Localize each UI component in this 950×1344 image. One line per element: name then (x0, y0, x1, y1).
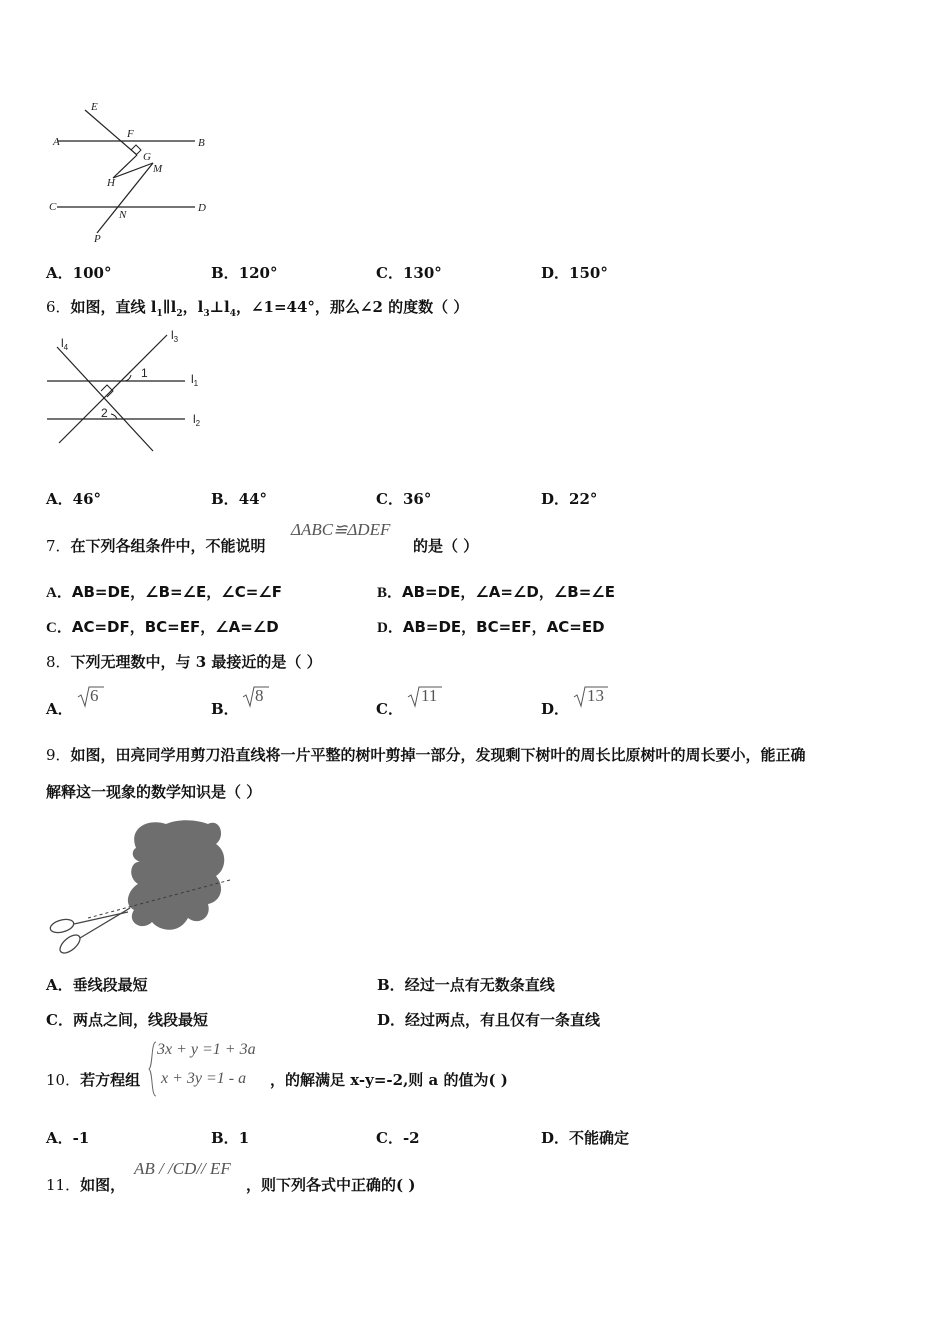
q9-option-c[interactable]: C．两点之间，线段最短 (46, 1011, 208, 1029)
label-n: N (119, 209, 127, 221)
label-f: F (127, 128, 134, 140)
q11-stem: 11．如图， (46, 1176, 126, 1194)
q10-stem-end: ，的解满足 x-y=-2,则 a 的值为( ) (270, 1071, 508, 1089)
q9-option-a[interactable]: A．垂线段最短 (46, 976, 148, 994)
q6-option-a[interactable]: A．46° (46, 490, 102, 508)
label-g: G (143, 151, 151, 163)
q7-stem-end: 的是（ ） (413, 537, 479, 555)
q9-stem-line1: 9．如图，田亮同学用剪刀沿直线将一片平整的树叶剪掉一部分，发现剩下树叶的周长比原树叶的周长要小，能正确 (46, 746, 806, 764)
q8-option-d[interactable]: D． (541, 700, 570, 718)
q6-option-b[interactable]: B．44° (211, 490, 268, 508)
q6-figure (45, 325, 215, 455)
q10-stem: 10．若方程组 (46, 1071, 141, 1089)
q10-option-c[interactable]: C．-2 (376, 1129, 420, 1147)
label-b: B (198, 137, 205, 149)
q5-option-a[interactable]: A．100° (46, 264, 112, 282)
q5-figure (45, 98, 220, 248)
q6-stem: 6．如图，直线 $l_1\parallel l_2$，$l_3\perp l_4$，∠1=44°，那么∠2 的度数（ ） (46, 298, 469, 319)
q10-option-a[interactable]: A．-1 (46, 1129, 90, 1147)
label-l3: $l_3$ (171, 328, 179, 344)
q9-option-d[interactable]: D．经过两点，有且仅有一条直线 (377, 1011, 601, 1029)
label-h: H (107, 177, 115, 189)
leaf-shape (128, 820, 224, 930)
q9-leaf-figure (48, 818, 233, 956)
angle-2-arc (111, 414, 117, 419)
label-angle-1: 1 (141, 366, 148, 380)
q11-formula: AB / /CD// EF (134, 1159, 231, 1178)
q5-option-c[interactable]: C．130° (376, 264, 442, 282)
q6-option-c[interactable]: C．36° (376, 490, 432, 508)
q10-option-b[interactable]: B．1 (211, 1129, 250, 1147)
label-angle-2: 2 (101, 406, 108, 420)
label-l2: $l_2$ (193, 412, 201, 428)
q8-option-a[interactable]: A． (46, 700, 73, 718)
q7-option-c[interactable]: C．AC=DF，BC=EF，∠A=∠D (46, 618, 279, 636)
label-l1: $l_1$ (191, 372, 199, 388)
q8-stem: 8．下列无理数中，与 3 最接近的是（ ） (46, 653, 322, 671)
q9-option-b[interactable]: B．经过一点有无数条直线 (377, 976, 555, 994)
q8-option-c[interactable]: C． (376, 700, 403, 718)
q7-stem: 7．在下列各组条件中，不能说明 (46, 537, 266, 555)
q6-option-d[interactable]: D．22° (541, 490, 598, 508)
label-m: M (153, 163, 163, 175)
q9-stem-line2: 解释这一现象的数学知识是（ ） (46, 783, 262, 801)
label-a: A (53, 136, 60, 148)
label-e: E (91, 101, 98, 113)
q7-option-a[interactable]: A．AB=DE，∠B=∠E，∠C=∠F (46, 583, 283, 601)
q5-option-b[interactable]: B．120° (211, 264, 278, 282)
q11-stem-end: ，则下列各式中正确的( ) (246, 1176, 416, 1194)
q10-equation-1: 3x + y =1 + 3a (157, 1041, 256, 1058)
q7-option-d[interactable]: D．AB=DE，BC=EF，AC=ED (377, 618, 605, 636)
q8-option-b[interactable]: B． (211, 700, 239, 718)
scissors-icon (49, 908, 130, 956)
q10-option-d[interactable]: D．不能确定 (541, 1129, 630, 1147)
label-c: C (49, 201, 57, 213)
label-l4: $l_4$ (61, 336, 69, 352)
q5-option-d[interactable]: D．150° (541, 264, 608, 282)
q10-equation-2: x + 3y =1 - a (161, 1070, 247, 1087)
label-d: D (198, 202, 206, 214)
line-gh (113, 155, 137, 178)
line-l3 (59, 335, 167, 443)
label-p: P (94, 233, 101, 245)
q7-option-b[interactable]: B．AB=DE，∠A=∠D，∠B=∠E (377, 583, 615, 601)
q7-formula: ΔABC≌ΔDEF (291, 520, 391, 539)
